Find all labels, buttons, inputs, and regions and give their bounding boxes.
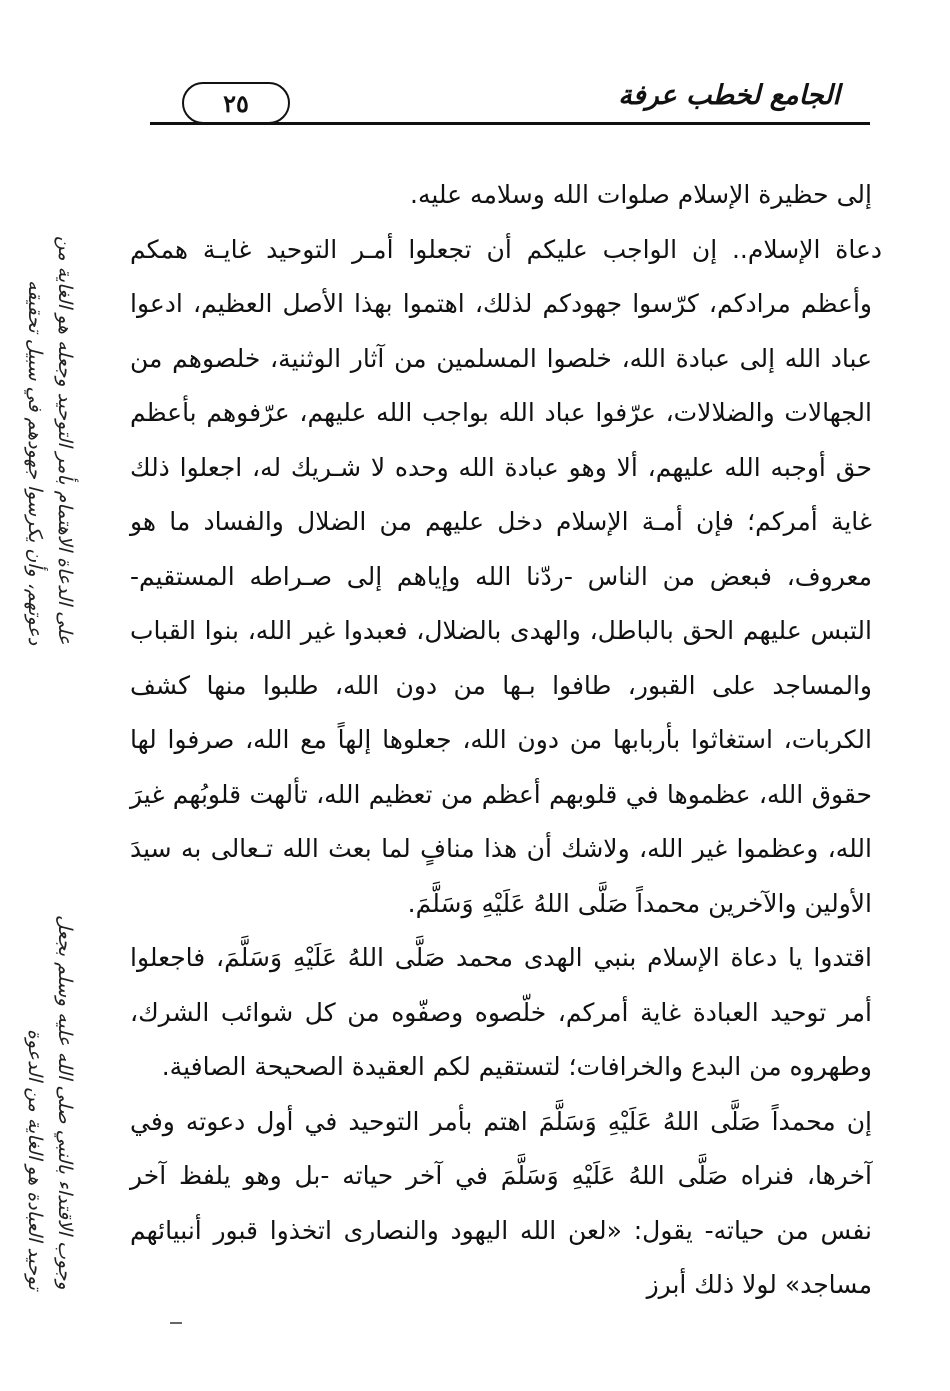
header-rule — [150, 122, 870, 125]
scan-speck — [170, 1322, 182, 1324]
margin-note-handwritten: وجوب الاقتداء بالنبي صلى الله عليه وسلم بجعل توحيد العبادة هو الغاية من الدعوة — [24, 915, 76, 1290]
paragraph: إن محمداً صَلَّى اللهُ عَلَيْهِ وَسَلَّمَ اهتم بأمر التوحيد في أول دعوته وفي آخرها، فنراه صَلَّى اللهُ عَلَيْهِ وَسَلَّمَ في آخر حياته -بل وهو يلفظ آخر نفس من حياته- يقول: «لعن الله اليهود والنصارى اتخذوا قبور أنبيائهم مساجد» لولا ذلك أبرز — [130, 1106, 872, 1299]
paragraph: اقتدوا يا دعاة الإسلام بنبي الهدى محمد صَلَّى اللهُ عَلَيْهِ وَسَلَّمَ، فاجعلوا أمر توحيد العبادة غاية أمركم، خلّصوه وصفّوه من كل شوائب الشرك، وطهروه من البدع والخرافات؛ لتستقيم لكم العقيدة الصحيحة الصافية. — [130, 943, 872, 1081]
main-text — [130, 168, 882, 1313]
page-number: ٢٥ — [182, 82, 290, 124]
book-title: الجامع لخطب عرفة — [618, 80, 840, 111]
paragraph: دعاة الإسلام.. إن الواجب عليكم أن تجعلوا أمـر التوحيد غايـة همكم وأعظم مرادكم، كرّسوا جهودكم لذلك، اهتموا بهذا الأصل العظيم، ادعوا عباد الله إلى عبادة الله، خلصوا المسلمين من آثار الوثنية، خلصوهم من الجهالات والضلالات، عرّفوا عباد الله بواجب الله عليهم، عرّفوهم بأعظم حق أوجبه الله عليهم، ألا وهو عبادة الله وحده لا شـريك له، اجعلوا ذلك غاية أمركم؛ فإن أمـة الإسلام دخل عليهم من الضلال والفساد ما هو معروف، فبعض من الناس -ردّنا الله وإياهم إلى صـراطه المستقيم- التبس عليهم الحق بالباطل، والهدى بالضلال، فعبدوا غير الله، بنوا القباب والمساجد على القبور، طافوا بـها من دون الله، طلبوا منها كشف الكربات، استغاثوا بأربابها من دون الله، جعلوها إلهاً مع الله، صرفوا لها حقوق الله، عظموها في قلوبهم أعظم من تعظيم الله، تألهت قلوبُهم غيرَ الله، وعظموا غير الله، ولاشك أن هذا منافٍ لما بعث الله تـعالى به سيدَ الأولين والآخرين محمداً صَلَّى اللهُ عَلَيْهِ وَسَلَّمَ. — [130, 234, 882, 918]
margin-note-handwritten: على الدعاة الاهتمام بأمر التوحيد وجعله هو الغاية من دعوتهم، وأن يكرسوا جهودهم في سبيل تحقيقه — [24, 236, 76, 645]
paragraph: إلى حظيرة الإسلام صلوات الله وسلامه عليه. — [410, 180, 872, 209]
page-header — [150, 70, 870, 130]
